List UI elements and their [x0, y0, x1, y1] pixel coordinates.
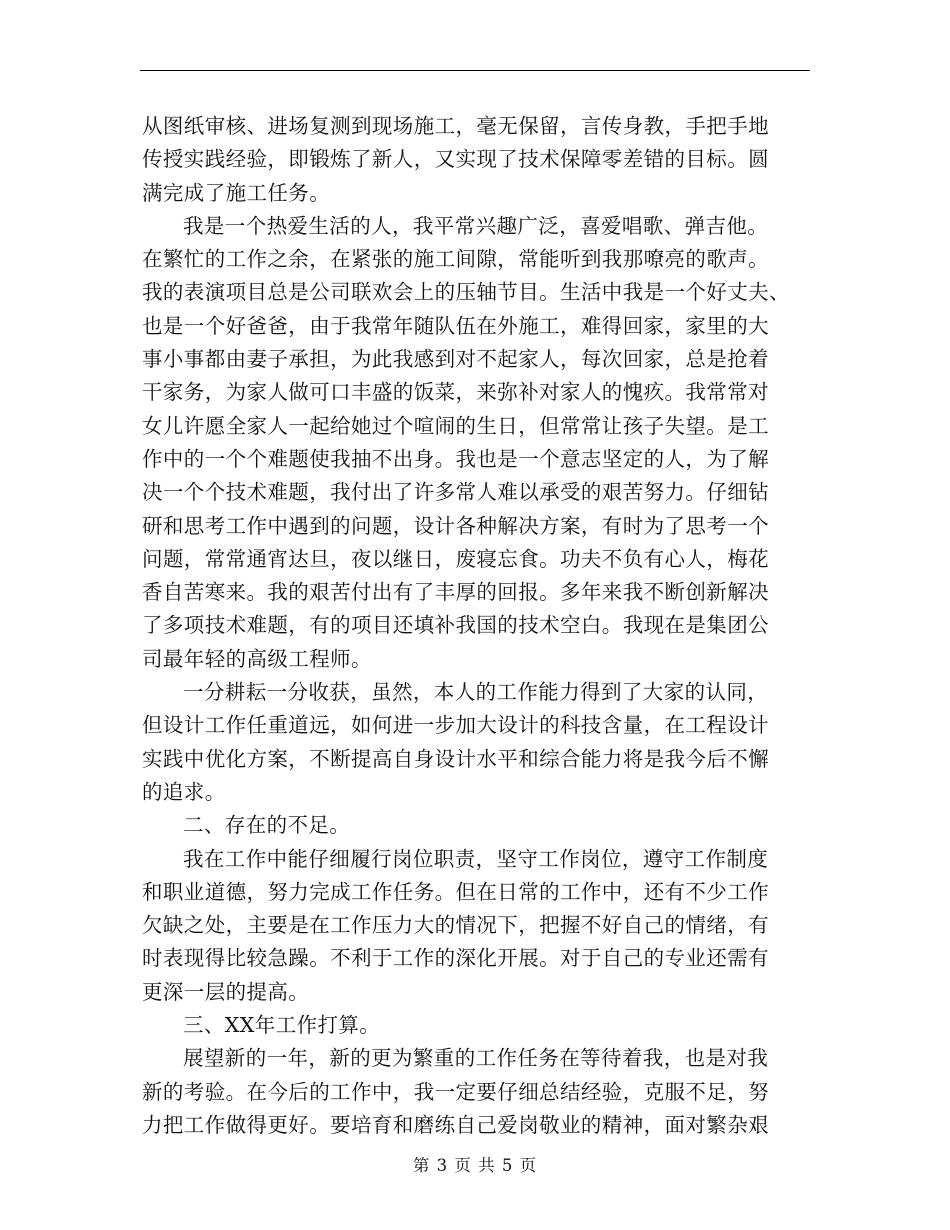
text-line: 事小事都由妻子承担，为此我感到对不起家人，每次回家，总是抢着: [142, 347, 769, 372]
text-line: 和职业道德，努力完成工作任务。但在日常的工作中，还有不少工作: [142, 879, 769, 904]
header-rule: [140, 70, 810, 71]
text-line: 香自苦寒来。我的艰苦付出有了丰厚的回报。多年来我不断创新解决: [142, 580, 769, 605]
document-body: [142, 110, 802, 1142]
text-line: 展望新的一年，新的更为繁重的工作任务在等待着我，也是对我: [183, 1046, 769, 1071]
text-line: 传授实践经验，即锻炼了新人，又实现了技术保障零差错的目标。圆: [142, 147, 769, 172]
text-line: 满完成了施工任务。: [142, 180, 331, 205]
text-line: 二、存在的不足。: [183, 813, 351, 838]
text-line: 研和思考工作中遇到的问题，设计各种解决方案，有时为了思考一个: [142, 513, 769, 538]
text-line: 从图纸审核、进场复测到现场施工，毫无保留，言传身教，手把手地: [142, 114, 769, 138]
text-line: 也是一个好爸爸，由于我常年随队伍在外施工，难得回家，家里的大: [142, 313, 769, 338]
text-line: 力把工作做得更好。要培育和磨练自己爱岗敬业的精神，面对繁杂艰: [142, 1112, 769, 1137]
text-line: 在繁忙的工作之余，在紧张的施工间隙，常能听到我那嘹亮的歌声。: [142, 247, 769, 272]
text-line: 我在工作中能仔细履行岗位职责，坚守工作岗位，遵守工作制度: [183, 846, 769, 871]
text-line: 干家务，为家人做可口丰盛的饭菜，来弥补对家人的愧疚。我常常对: [142, 380, 769, 405]
text-line: 更深一层的提高。: [142, 979, 310, 1004]
page-number: 第 3 页 共 5 页: [412, 1156, 538, 1175]
text-line: 女儿许愿全家人一起给她过个喧闹的生日，但常常让孩子失望。是工: [142, 413, 769, 438]
text-line: 决一个个技术难题，我付出了许多常人难以承受的艰苦努力。仔细钻: [142, 480, 769, 505]
text-line: 问题，常常通宵达旦，夜以继日，废寝忘食。功夫不负有心人，梅花: [142, 546, 769, 571]
text-line: 一分耕耘一分收获，虽然，本人的工作能力得到了大家的认同，: [183, 680, 769, 705]
text-line: 欠缺之处，主要是在工作压力大的情况下，把握不好自己的情绪，有: [142, 913, 769, 938]
text-line: 我是一个热爱生活的人，我平常兴趣广泛，喜爱唱歌、弹吉他。: [183, 213, 769, 238]
text-line: 的追求。: [142, 779, 226, 804]
text-line: 了多项技术难题，有的项目还填补我国的技术空白。我现在是集团公: [142, 613, 769, 638]
text-line: 司最年轻的高级工程师。: [142, 646, 372, 671]
text-line: 三、XX年工作打算。: [183, 1013, 381, 1038]
text-line: 作中的一个个难题使我抽不出身。我也是一个意志坚定的人，为了解: [142, 446, 769, 471]
text-line: 但设计工作任重道远，如何进一步加大设计的科技含量，在工程设计: [142, 713, 769, 738]
text-line: 实践中优化方案，不断提高自身设计水平和综合能力将是我今后不懈: [142, 746, 769, 771]
text-line: 新的考验。在今后的工作中，我一定要仔细总结经验，克服不足，努: [142, 1079, 769, 1104]
text-line: 时表现得比较急躁。不利于工作的深化开展。对于自己的专业还需有: [142, 946, 769, 971]
text-line: 我的表演项目总是公司联欢会上的压轴节目。生活中我是一个好丈夫、: [142, 280, 790, 305]
